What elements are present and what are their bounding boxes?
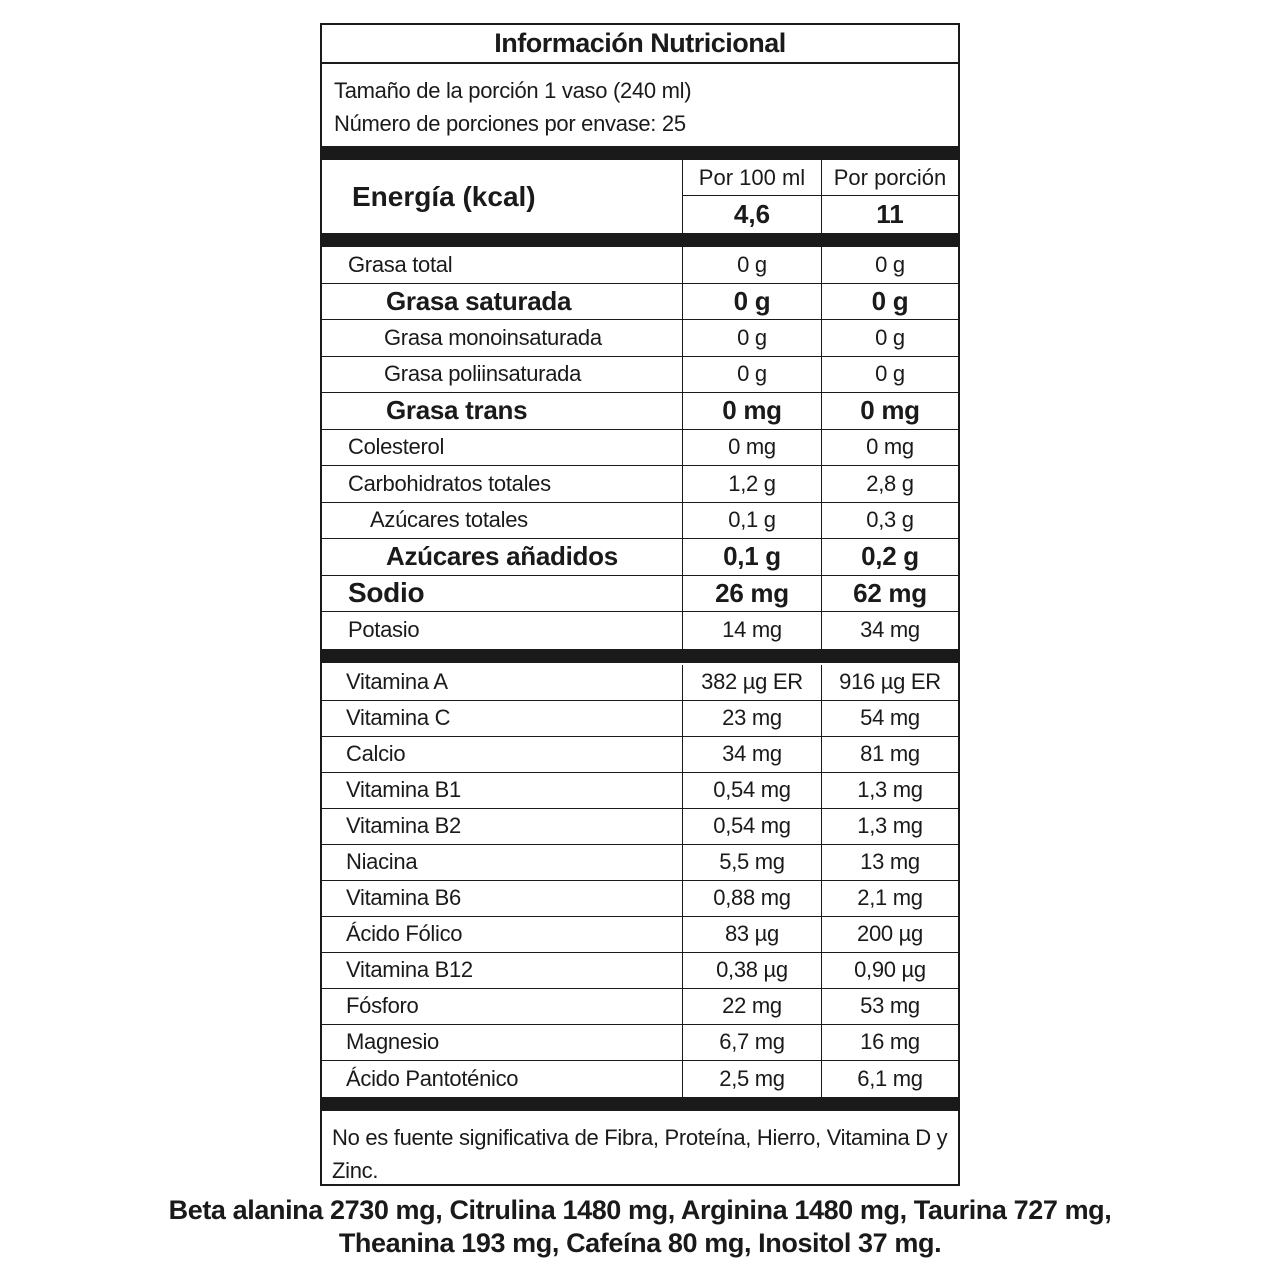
serving-size: Tamaño de la porción 1 vaso (240 ml) — [334, 78, 692, 103]
nutrient-name: Grasa poliinsaturada — [322, 357, 683, 393]
nutrient-name: Vitamina B6 — [322, 881, 683, 916]
extras-line-2: Theanina 193 mg, Cafeína 80 mg, Inositol 37 mg. — [338, 1228, 942, 1258]
value-per-100ml: 0,54 mg — [683, 809, 822, 844]
label-title: Información Nutricional — [322, 25, 958, 64]
value-per-portion: 0,3 g — [866, 507, 914, 533]
value-per-100ml: 83 µg — [683, 917, 822, 952]
header-per-100ml: Por 100 ml — [683, 160, 821, 196]
table-row — [322, 845, 958, 881]
value-per-100ml: 26 mg — [683, 576, 822, 612]
nutrient-name: Sodio — [322, 576, 683, 612]
value-per-100ml: 0,88 mg — [683, 881, 822, 916]
table-row — [322, 881, 958, 917]
thick-divider — [322, 1097, 958, 1111]
table-row — [322, 953, 958, 989]
value-per-portion: 200 µg — [857, 921, 923, 946]
nutrient-name: Azúcares añadidos — [322, 539, 683, 575]
value-per-portion: 81 mg — [860, 741, 920, 766]
nutrient-name: Potasio — [322, 612, 683, 649]
table-row — [322, 989, 958, 1025]
value-per-100ml: 1,2 g — [683, 466, 822, 502]
nutrient-name: Ácido Fólico — [322, 917, 683, 952]
value-per-100ml: 34 mg — [683, 737, 822, 772]
value-per-100ml: 0,54 mg — [683, 773, 822, 808]
table-row — [322, 665, 958, 701]
nutrient-name: Carbohidratos totales — [322, 466, 683, 502]
value-per-100ml: 2,5 mg — [683, 1061, 822, 1097]
nutrient-name: Grasa total — [322, 247, 683, 283]
value-per-portion: 53 mg — [860, 993, 920, 1018]
table-row — [322, 247, 958, 284]
value-per-portion: 62 mg — [853, 577, 927, 608]
value-per-portion: 916 µg ER — [839, 669, 941, 694]
energy-col-100 — [683, 160, 822, 233]
nutrient-name: Vitamina B2 — [322, 809, 683, 844]
value-per-portion: 54 mg — [860, 705, 920, 730]
energy-value-portion: 11 — [876, 199, 904, 229]
table-row — [322, 576, 958, 613]
value-per-portion: 1,3 mg — [857, 777, 923, 802]
value-per-portion: 0,2 g — [861, 541, 919, 572]
nutrient-name: Niacina — [322, 845, 683, 880]
table-row — [322, 1025, 958, 1061]
energy-row — [322, 160, 958, 233]
header-per-portion: Por porción — [822, 160, 958, 196]
nutrients-table — [322, 247, 958, 649]
table-row — [322, 737, 958, 773]
thick-divider — [322, 146, 958, 160]
table-row — [322, 1061, 958, 1097]
nutrient-name: Vitamina C — [322, 701, 683, 736]
table-row — [322, 430, 958, 467]
footnote: No es fuente significativa de Fibra, Proteína, Hierro, Vitamina D y Zinc. — [332, 1124, 948, 1183]
value-per-portion: 0 mg — [866, 434, 914, 460]
value-per-100ml: 0,1 g — [683, 539, 822, 575]
servings-per-container: Número de porciones por envase: 25 — [334, 111, 686, 136]
value-per-100ml: 22 mg — [683, 989, 822, 1024]
value-per-100ml: 0,38 µg — [683, 953, 822, 988]
value-per-100ml: 14 mg — [683, 612, 822, 649]
value-per-portion: 0 g — [871, 285, 909, 316]
value-per-portion: 13 mg — [860, 849, 920, 874]
energy-label: Energía (kcal) — [322, 160, 683, 233]
value-per-100ml: 0 g — [683, 357, 822, 393]
value-per-portion: 2,8 g — [866, 470, 914, 496]
value-per-100ml: 0 g — [683, 247, 822, 283]
nutrient-name: Fósforo — [322, 989, 683, 1024]
nutrient-name: Ácido Pantoténico — [322, 1061, 683, 1097]
value-per-portion: 0 g — [875, 361, 905, 387]
thick-divider — [322, 649, 958, 663]
value-per-portion: 2,1 mg — [857, 885, 923, 910]
nutrition-facts-label — [320, 23, 960, 1186]
value-per-100ml: 5,5 mg — [683, 845, 822, 880]
table-row — [322, 357, 958, 394]
extras-line-1: Beta alanina 2730 mg, Citrulina 1480 mg, Arginina 1480 mg, Taurina 727 mg, — [168, 1195, 1112, 1225]
value-per-100ml: 0 mg — [683, 430, 822, 466]
table-row — [322, 466, 958, 503]
value-per-100ml: 0,1 g — [683, 503, 822, 539]
value-per-100ml: 0 g — [683, 284, 822, 320]
nutrient-name: Vitamina A — [322, 665, 683, 700]
thick-divider — [322, 233, 958, 247]
serving-info — [322, 64, 958, 146]
value-per-portion: 16 mg — [860, 1029, 920, 1054]
value-per-100ml: 0 g — [683, 320, 822, 356]
value-per-portion: 0 g — [875, 251, 905, 277]
table-row — [322, 809, 958, 845]
nutrient-name: Azúcares totales — [322, 503, 683, 539]
value-per-100ml: 0 mg — [683, 393, 822, 429]
value-per-portion: 0 mg — [860, 395, 920, 426]
value-per-portion: 0,90 µg — [854, 957, 926, 982]
table-row — [322, 539, 958, 576]
nutrient-name: Vitamina B1 — [322, 773, 683, 808]
table-row — [322, 320, 958, 357]
energy-col-portion — [822, 160, 958, 233]
nutrient-name: Calcio — [322, 737, 683, 772]
table-row — [322, 503, 958, 540]
nutrient-name: Magnesio — [322, 1025, 683, 1060]
value-per-portion: 1,3 mg — [857, 813, 923, 838]
value-per-100ml: 6,7 mg — [683, 1025, 822, 1060]
table-row — [322, 612, 958, 649]
table-row — [322, 773, 958, 809]
value-per-100ml: 23 mg — [683, 701, 822, 736]
value-per-portion: 6,1 mg — [857, 1065, 923, 1091]
energy-value-100ml: 4,6 — [733, 199, 771, 229]
extra-ingredients — [0, 1194, 1280, 1260]
value-per-portion: 0 g — [875, 324, 905, 350]
nutrient-name: Colesterol — [322, 430, 683, 466]
nutrient-name: Grasa trans — [322, 393, 683, 429]
value-per-100ml: 382 µg ER — [683, 665, 822, 700]
table-row — [322, 701, 958, 737]
nutrient-name: Grasa saturada — [322, 284, 683, 320]
vitamins-table — [322, 663, 958, 1097]
table-row — [322, 917, 958, 953]
nutrient-name: Vitamina B12 — [322, 953, 683, 988]
table-row — [322, 393, 958, 430]
table-row — [322, 284, 958, 321]
value-per-portion: 34 mg — [860, 617, 920, 643]
nutrient-name: Grasa monoinsaturada — [322, 320, 683, 356]
